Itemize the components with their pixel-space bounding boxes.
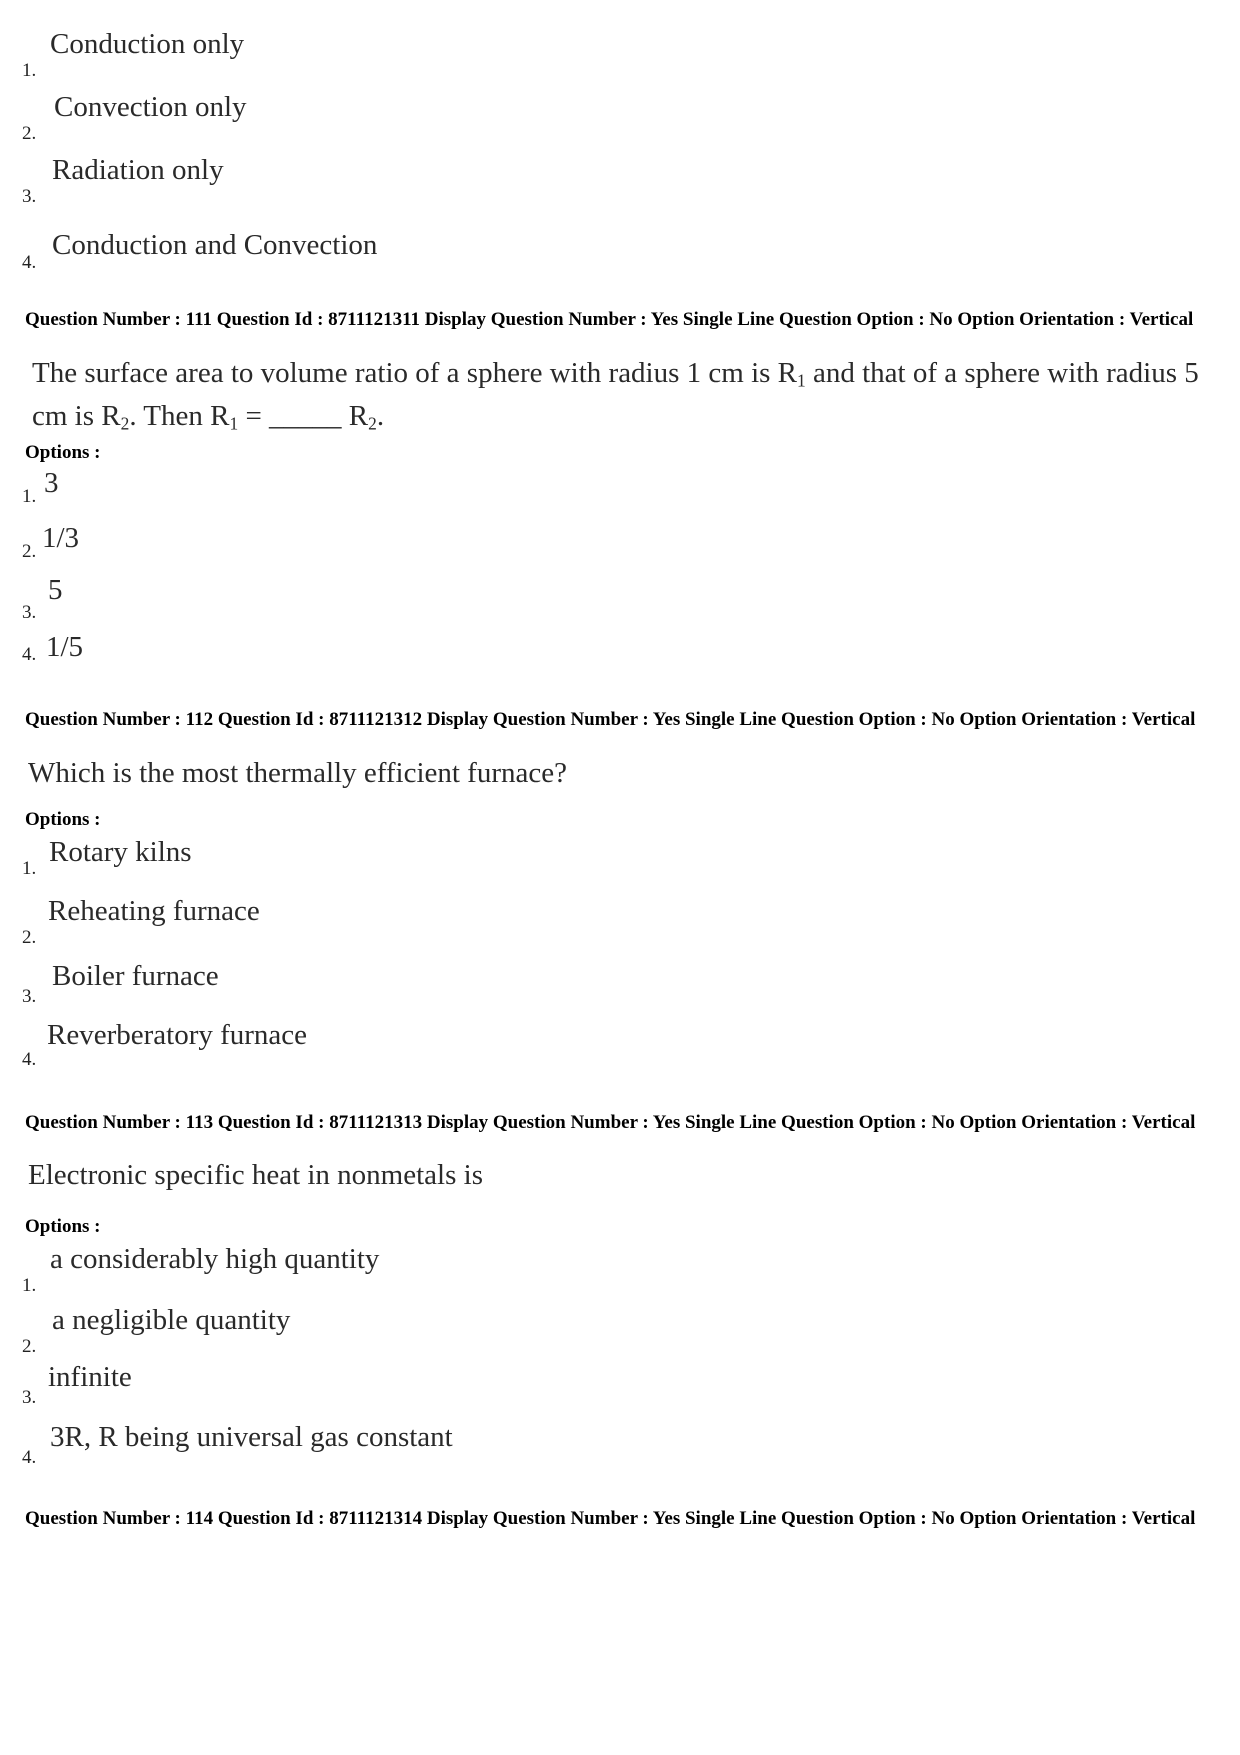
option-number: 3.	[22, 602, 37, 623]
option-number: 2.	[22, 541, 37, 562]
option-text: infinite	[48, 1361, 132, 1393]
options-label: Options :	[25, 1216, 101, 1237]
option-number: 1.	[22, 858, 37, 879]
option-text: Convection only	[54, 91, 247, 123]
option-text: 1/3	[42, 522, 80, 554]
question-text-112: Which is the most thermally efficient furnace?	[28, 757, 567, 789]
question-meta-111: Question Number : 111 Question Id : 8711121311 Display Question Number : Yes Single Line Question Option : No Option Orientation : Vertical	[25, 309, 1194, 330]
option-text: 3R, R being universal gas constant	[50, 1421, 453, 1453]
option-number: 4.	[22, 644, 37, 665]
option-text: 3	[44, 467, 59, 499]
option-number: 4.	[22, 1447, 37, 1468]
option-text: 1/5	[46, 631, 84, 663]
question-meta-112: Question Number : 112 Question Id : 8711121312 Display Question Number : Yes Single Line Question Option : No Option Orientation : Vertical	[25, 709, 1196, 730]
question-meta-114: Question Number : 114 Question Id : 8711121314 Display Question Number : Yes Single Line Question Option : No Option Orientation : Vertical	[25, 1508, 1196, 1529]
option-number: 4.	[22, 1049, 37, 1070]
option-text: Conduction only	[50, 28, 245, 60]
option-text: a considerably high quantity	[50, 1243, 380, 1275]
option-text: Rotary kilns	[49, 836, 192, 868]
option-text: Reverberatory furnace	[47, 1019, 308, 1051]
question-meta-113: Question Number : 113 Question Id : 8711121313 Display Question Number : Yes Single Line Question Option : No Option Orientation : Vertical	[25, 1112, 1196, 1133]
question-text-113: Electronic specific heat in nonmetals is	[28, 1159, 483, 1191]
option-number: 1.	[22, 60, 37, 81]
option-number: 3.	[22, 986, 37, 1007]
option-number: 2.	[22, 927, 37, 948]
option-text: Boiler furnace	[52, 960, 219, 992]
option-number: 1.	[22, 1275, 37, 1296]
option-text: Radiation only	[52, 154, 224, 186]
option-text: 5	[48, 574, 63, 606]
options-label: Options :	[25, 809, 101, 830]
option-number: 3.	[22, 186, 37, 207]
option-number: 4.	[22, 252, 37, 273]
options-label: Options :	[25, 442, 101, 463]
option-text: Conduction and Convection	[52, 229, 378, 261]
option-number: 1.	[22, 486, 37, 507]
option-number: 3.	[22, 1387, 37, 1408]
option-number: 2.	[22, 123, 37, 144]
option-text: a negligible quantity	[52, 1304, 291, 1336]
option-text: Reheating furnace	[48, 895, 260, 927]
question-text-111: The surface area to volume ratio of a sphere with radius 1 cm is $R_1$ and that of a sphere with radius 5 cm is $R_2$. Then $R_1$ = _____ $R_2$.	[32, 357, 1199, 434]
option-number: 2.	[22, 1336, 37, 1357]
